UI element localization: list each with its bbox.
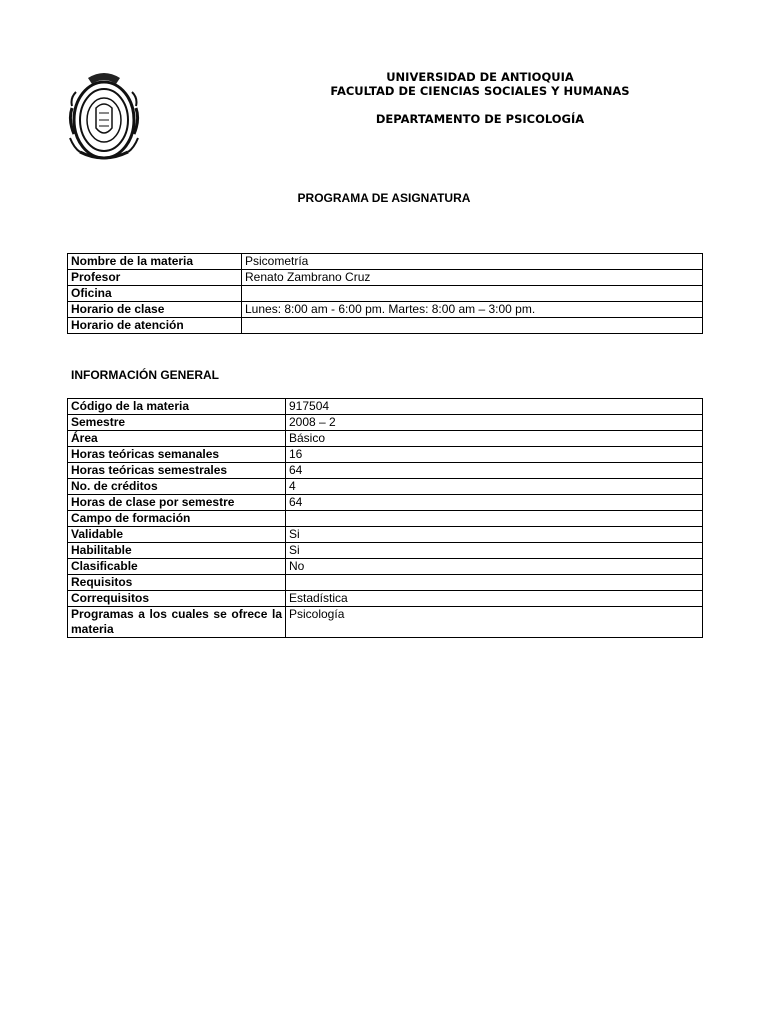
table-row bbox=[68, 270, 703, 286]
row-value: Renato Zambrano Cruz bbox=[242, 270, 703, 286]
row-value: 4 bbox=[286, 479, 703, 495]
row-value: Si bbox=[286, 527, 703, 543]
row-label: Horas teóricas semanales bbox=[68, 447, 286, 463]
table-row bbox=[68, 318, 703, 334]
table-row bbox=[68, 479, 703, 495]
table-row bbox=[68, 575, 703, 591]
row-value: Psicometría bbox=[242, 254, 703, 270]
row-label: Nombre de la materia bbox=[68, 254, 242, 270]
program-title: PROGRAMA DE ASIGNATURA bbox=[297, 191, 471, 205]
table-row bbox=[68, 254, 703, 270]
general-info-title: INFORMACIÓN GENERAL bbox=[71, 368, 219, 382]
row-value: Estadística bbox=[286, 591, 703, 607]
row-value bbox=[242, 286, 703, 302]
row-label: Clasificable bbox=[68, 559, 286, 575]
table-row bbox=[68, 607, 703, 638]
row-label: Habilitable bbox=[68, 543, 286, 559]
row-label: Campo de formación bbox=[68, 511, 286, 527]
row-label: Semestre bbox=[68, 415, 286, 431]
university-name: UNIVERSIDAD DE ANTIOQUIA bbox=[386, 70, 574, 84]
row-value: 2008 – 2 bbox=[286, 415, 703, 431]
table-row bbox=[68, 527, 703, 543]
row-label: Área bbox=[68, 431, 286, 447]
course-info-table bbox=[67, 253, 703, 334]
row-label: Horas de clase por semestre bbox=[68, 495, 286, 511]
row-value bbox=[286, 575, 703, 591]
row-label: Profesor bbox=[68, 270, 242, 286]
table-row bbox=[68, 543, 703, 559]
row-value: 16 bbox=[286, 447, 703, 463]
row-value bbox=[286, 511, 703, 527]
row-label: Oficina bbox=[68, 286, 242, 302]
general-info-table bbox=[67, 398, 703, 638]
row-value: Lunes: 8:00 am - 6:00 pm. Martes: 8:00 am – 3:00 pm. bbox=[242, 302, 703, 318]
row-label: Horario de clase bbox=[68, 302, 242, 318]
table-row bbox=[68, 302, 703, 318]
row-value: 917504 bbox=[286, 399, 703, 415]
row-value: Si bbox=[286, 543, 703, 559]
institution-header bbox=[250, 70, 710, 126]
row-value: Psicología bbox=[286, 607, 703, 638]
row-label: Requisitos bbox=[68, 575, 286, 591]
table-row bbox=[68, 511, 703, 527]
row-label: Validable bbox=[68, 527, 286, 543]
faculty-name: FACULTAD DE CIENCIAS SOCIALES Y HUMANAS bbox=[330, 84, 630, 98]
row-value: Básico bbox=[286, 431, 703, 447]
table-row bbox=[68, 399, 703, 415]
table-row bbox=[68, 447, 703, 463]
table-row bbox=[68, 463, 703, 479]
table-row bbox=[68, 286, 703, 302]
row-value: 64 bbox=[286, 463, 703, 479]
department-name: DEPARTAMENTO DE PSICOLOGÍA bbox=[375, 112, 585, 126]
row-label: Horas teóricas semestrales bbox=[68, 463, 286, 479]
row-label: Código de la materia bbox=[68, 399, 286, 415]
table-row bbox=[68, 431, 703, 447]
row-label: Programas a los cuales se ofrece la materia bbox=[68, 607, 286, 638]
row-label: No. de créditos bbox=[68, 479, 286, 495]
row-label: Horario de atención bbox=[68, 318, 242, 334]
table-row bbox=[68, 591, 703, 607]
university-seal-logo bbox=[66, 68, 142, 164]
table-row bbox=[68, 559, 703, 575]
row-value bbox=[242, 318, 703, 334]
row-value: 64 bbox=[286, 495, 703, 511]
row-label: Correquisitos bbox=[68, 591, 286, 607]
row-value: No bbox=[286, 559, 703, 575]
table-row bbox=[68, 415, 703, 431]
table-row bbox=[68, 495, 703, 511]
